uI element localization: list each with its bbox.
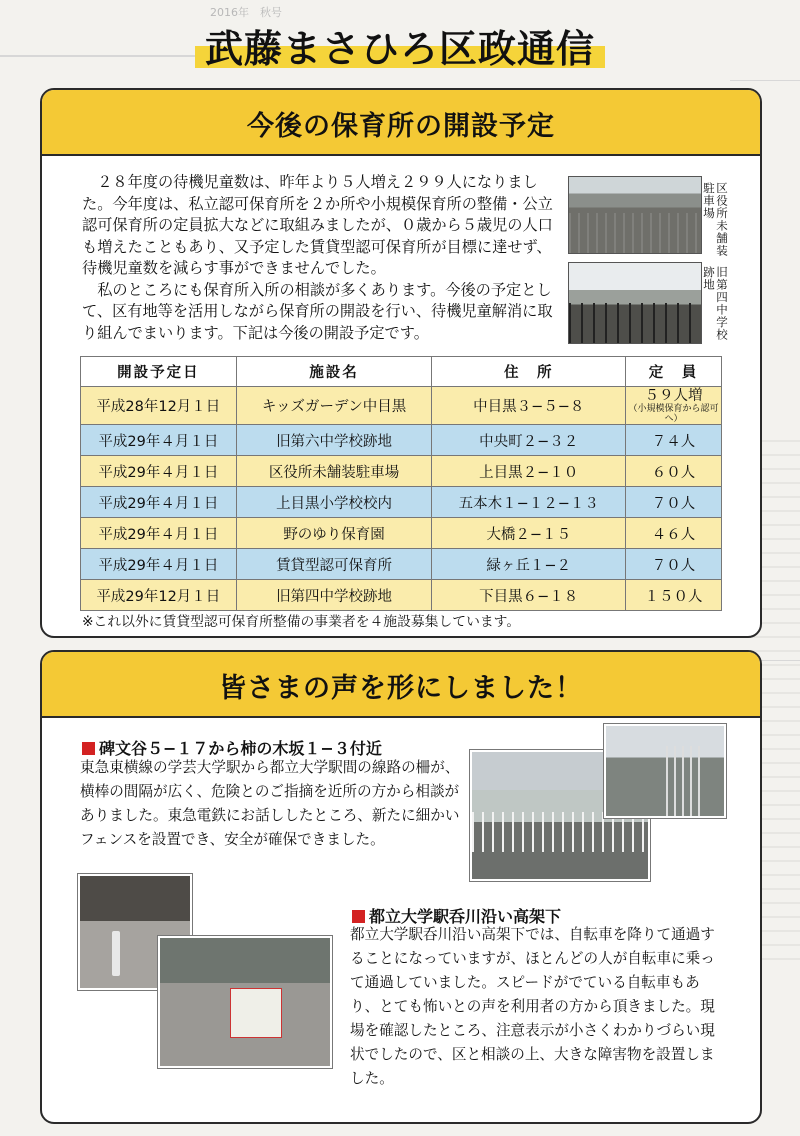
issue-text: 2016年 秋号: [210, 6, 282, 19]
section-title: 皆さまの声を形にしました！: [219, 673, 583, 704]
red-square-icon: [82, 742, 95, 755]
address-cell: 大橋２−１５: [432, 518, 626, 549]
capacity-cell: ４６人: [626, 518, 722, 549]
capacity-note: （小規模保育から認可へ）: [628, 404, 719, 424]
address-cell: 下目黒６−１８: [432, 580, 626, 611]
intro-text: [82, 172, 560, 344]
table-footnote: ※これ以外に賃貸型認可保育所整備の事業者を４施設募集しています。: [82, 614, 521, 630]
voices-panel: [40, 650, 762, 1124]
date-cell: 平成28年12月１日: [81, 387, 237, 425]
column-header: 施設名: [236, 357, 432, 387]
date-cell: 平成29年４月１日: [81, 425, 237, 456]
facility-cell: 区役所未舗装駐車場: [236, 456, 432, 487]
date-cell: 平成29年４月１日: [81, 456, 237, 487]
capacity-cell: ７０人: [626, 549, 722, 580]
parking-lot-photo: [568, 176, 702, 254]
column-header: 開設予定日: [81, 357, 237, 387]
masthead: [185, 16, 615, 71]
table-row: [81, 580, 722, 611]
bleed-line: [730, 80, 800, 81]
facility-cell: 上目黒小学校校内: [236, 487, 432, 518]
date-cell: 平成29年４月１日: [81, 518, 237, 549]
section-banner: [42, 90, 760, 156]
section-title: 今後の保育所の開設予定: [247, 111, 555, 142]
address-cell: 五本木１−１２−１３: [432, 487, 626, 518]
intro-paragraph: ２８年度の待機児童数は、昨年より５人増え２９９人になりました。今年度は、私立認可保育所を２か所や小規模保育所の整備・公立認可保育所の定員拡大などに取組みましたが、０歳から５歳児の人口も増えたこともあり、又予定した賃貸型認可保育所が目標に達せず、待機児童数を減らす事ができませんでした。: [82, 173, 553, 277]
table-row: [81, 487, 722, 518]
table-row: [81, 549, 722, 580]
item-heading-text: 都立大学駅呑川沿い高架下: [369, 907, 562, 926]
opening-schedule-table: [80, 356, 722, 611]
railway-fence-photo: [604, 724, 726, 818]
red-square-icon: [352, 910, 365, 923]
capacity-cell: １５０人: [626, 580, 722, 611]
facility-cell: キッズガーデン中目黒: [236, 387, 432, 425]
facility-cell: 賃貸型認可保育所: [236, 549, 432, 580]
address-cell: 上目黒２−１０: [432, 456, 626, 487]
photo-caption: 旧第四中学校跡地: [702, 266, 729, 341]
capacity-cell: ６０人: [626, 456, 722, 487]
column-header: 住 所: [432, 357, 626, 387]
date-cell: 平成29年12月１日: [81, 580, 237, 611]
date-cell: 平成29年４月１日: [81, 549, 237, 580]
photo-caption: 区役所未舗装駐車場: [702, 182, 729, 257]
facility-cell: 旧第四中学校跡地: [236, 580, 432, 611]
table-header-row: [81, 357, 722, 387]
table-row: [81, 425, 722, 456]
table-row: [81, 518, 722, 549]
obstacle-photo: [158, 936, 332, 1068]
intro-paragraph: 私のところにも保育所入所の相談が多くあります。今後の予定として、区有地等を活用しながら保育所の開設を行い、待機児童解消に取り組んでまいります。下記は今後の開設予定です。: [82, 280, 553, 342]
capacity-cell: ７０人: [626, 487, 722, 518]
facility-cell: 旧第六中学校跡地: [236, 425, 432, 456]
facility-cell: 野のゆり保育園: [236, 518, 432, 549]
item-body: 東急東横線の学芸大学駅から都立大学駅間の線路の柵が、横棒の間隔が広く、危険とのご指摘を近所の方から相談がありました。東急電鉄にお話ししたところ、新たに細かいフェンスを設置でき、安全が確保できました。: [80, 759, 460, 848]
address-cell: 緑ヶ丘１−２: [432, 549, 626, 580]
item-body: 都立大学駅呑川沿い高架下では、自転車を降りて通過することになっていますが、ほとんどの人が自転車に乗って通過していました。スピードがでている自転車もあり、とても怖いとの声を利用者の方から頂きました。現場を確認したところ、注意表示が小さくわかりづらい現状でしたので、区と相談の上、大きな障害物を設置しました。: [350, 926, 715, 1087]
table-row: [81, 456, 722, 487]
date-cell: 平成29年４月１日: [81, 487, 237, 518]
section-banner: [42, 652, 760, 718]
capacity-cell: [626, 387, 722, 425]
bleed-through-line: [0, 55, 200, 67]
address-cell: 中目黒３−５−８: [432, 387, 626, 425]
masthead-title: 武藤まさひろ区政通信: [204, 27, 595, 71]
school-site-photo: [568, 262, 702, 344]
column-header: 定 員: [626, 357, 722, 387]
nursery-plan-panel: [40, 88, 762, 638]
table-row: [81, 387, 722, 425]
capacity-value: ５９人増: [644, 388, 703, 404]
item-heading-text: 碑文谷５−１７から柿の木坂１−３付近: [99, 739, 382, 758]
address-cell: 中央町２−３２: [432, 425, 626, 456]
capacity-cell: ７４人: [626, 425, 722, 456]
